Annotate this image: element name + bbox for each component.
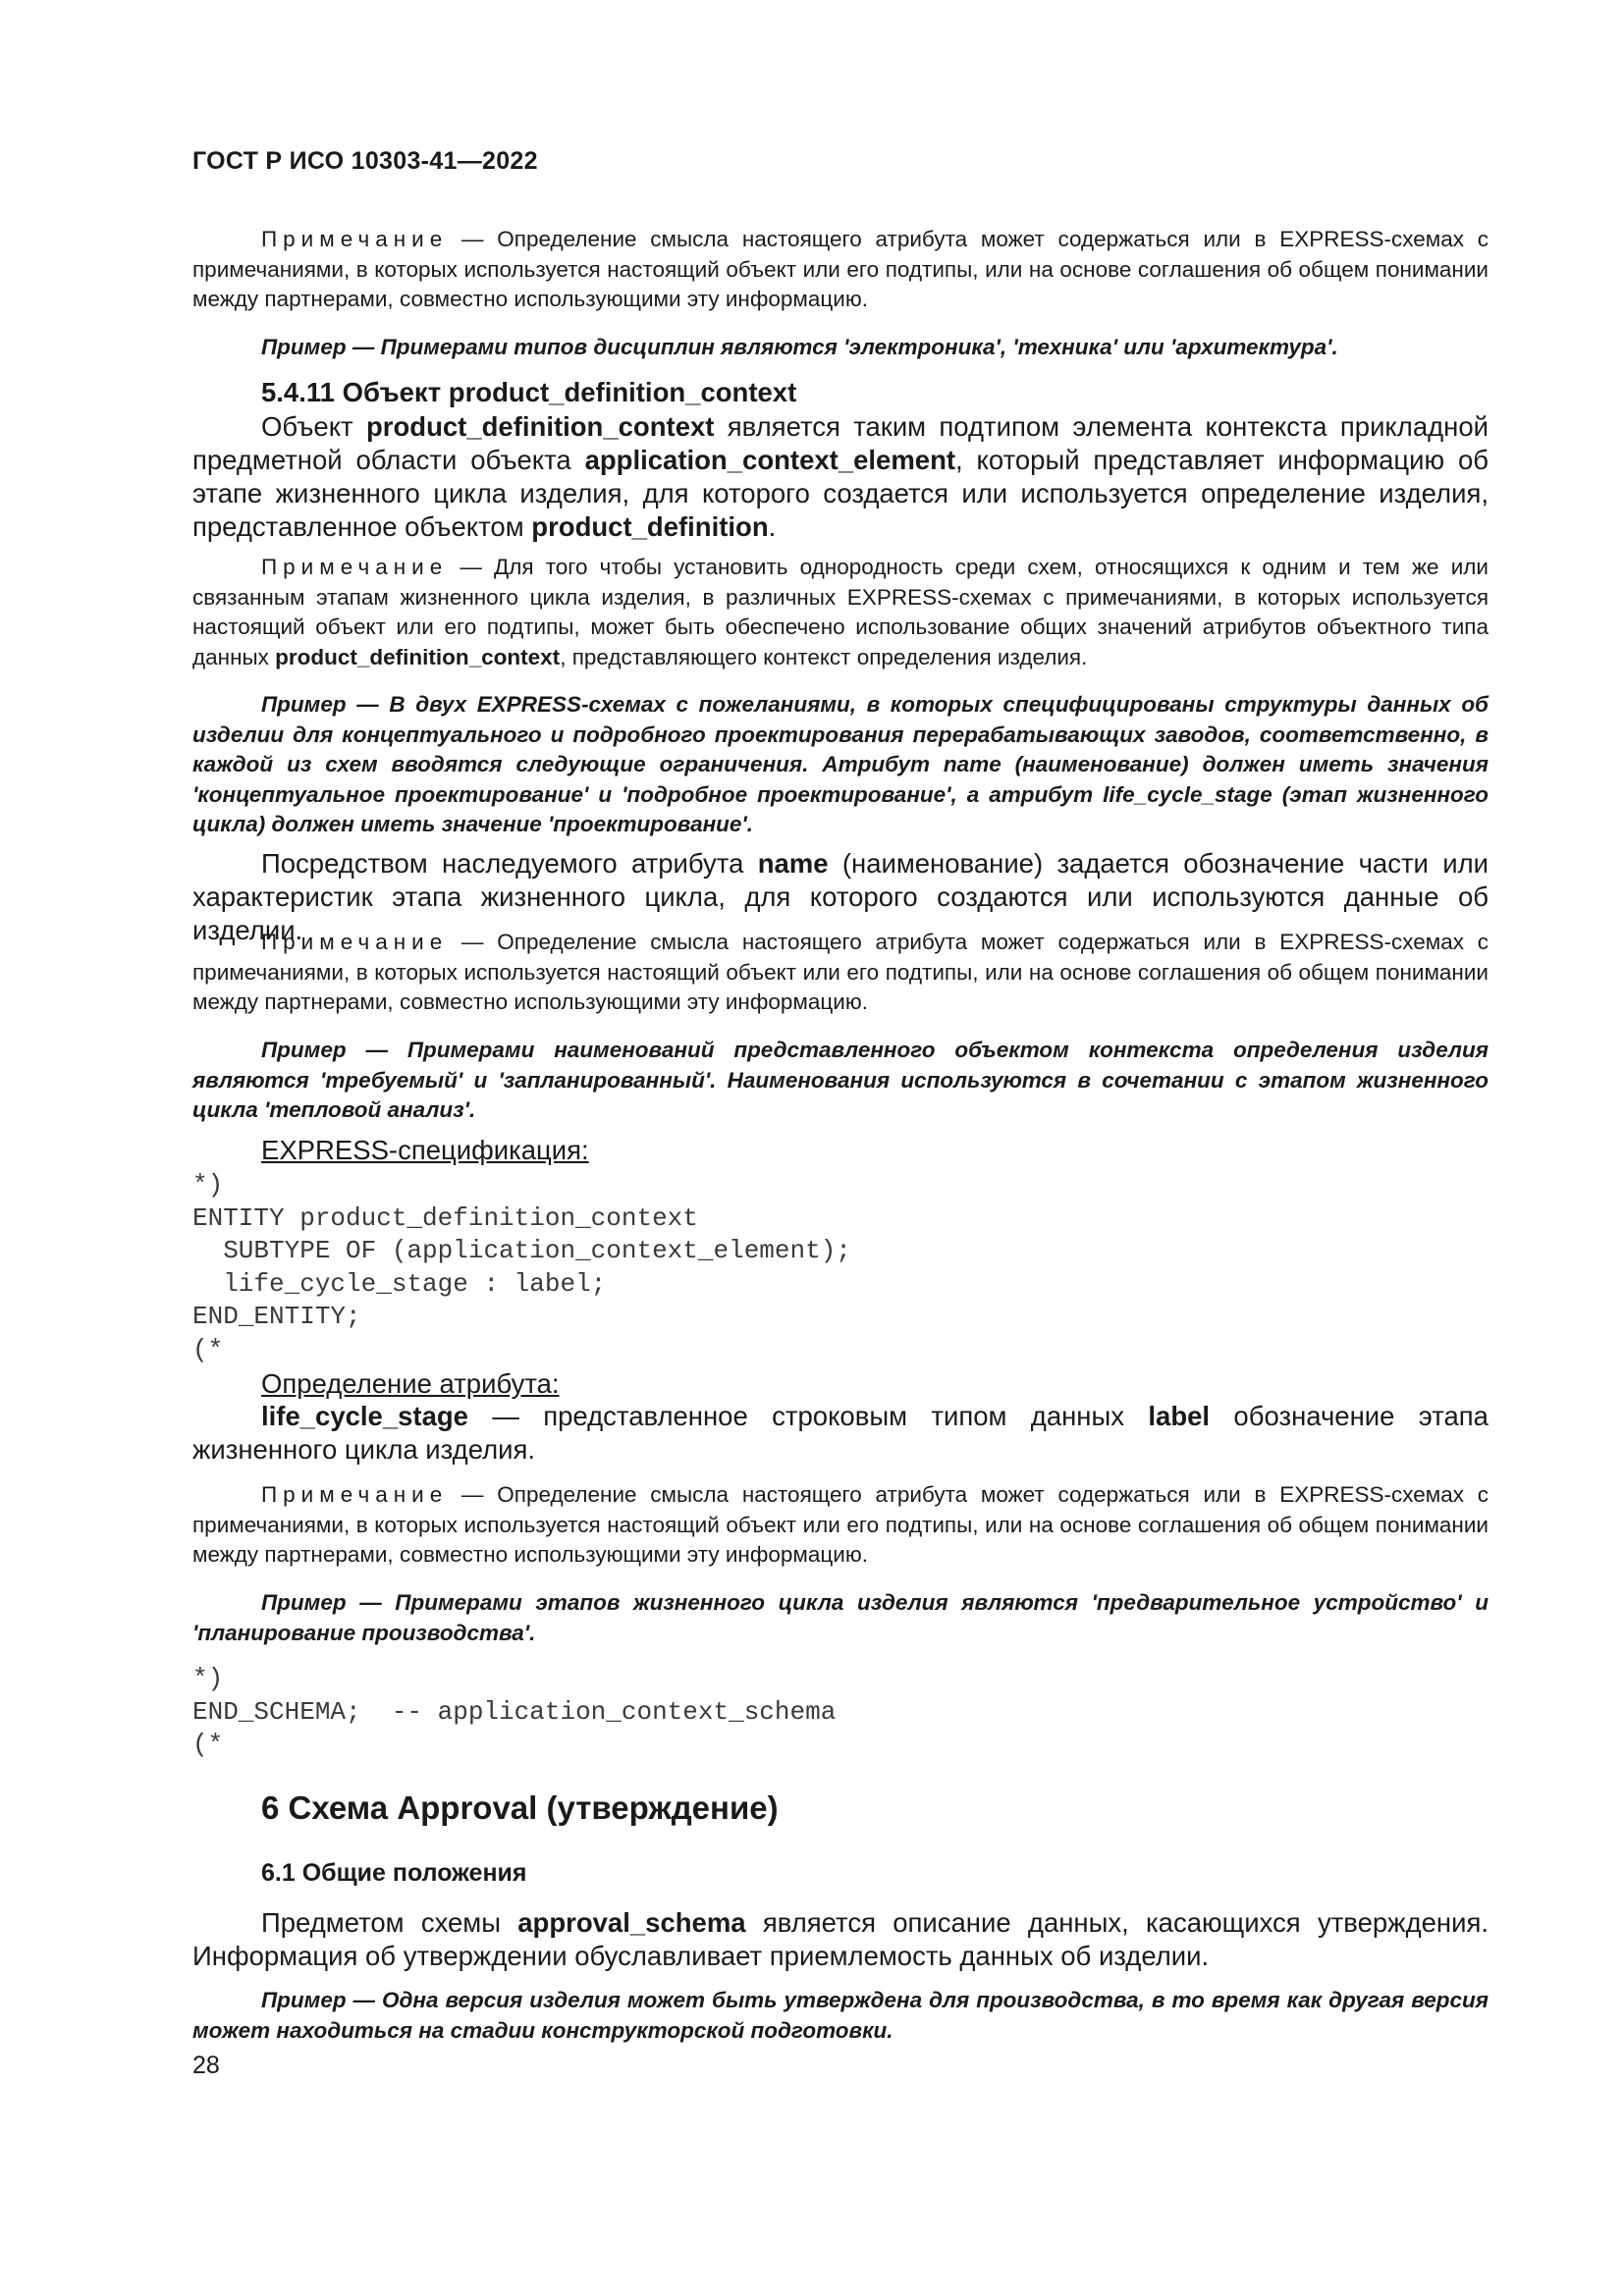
express-code-block-2 [192, 1663, 1489, 1762]
section-heading-5-4-11: 5.4.11 Объект product_definition_context [261, 377, 797, 407]
example-4: Пример — Примерами этапов жизненного цикла изделия являются 'предварительное устройство' и 'планирование производства'. [192, 1590, 1489, 1645]
express-code-block-1 [192, 1169, 1489, 1366]
note-label: Примечание [261, 227, 449, 251]
example-5: Пример — Одна версия изделия может быть утверждена для производства, в то время как другая версия может находиться на стадии конструкторской подготовки. [192, 1988, 1489, 2043]
attribute-definition-label: Определение атрибута: [261, 1368, 560, 1399]
code-line: life_cycle_stage : label; [192, 1268, 607, 1299]
note-label: Примечание [261, 1482, 449, 1507]
document-header: ГОСТ Р ИСО 10303-41—2022 [192, 147, 538, 175]
paragraph-2: Посредством наследуемого атрибута name (наименование) задается обозначение части или характеристик этапа жизненного цикла, для которого создаются или используются данные об изделии. [192, 848, 1489, 945]
code-line: END_ENTITY; [192, 1302, 361, 1331]
express-spec-label: EXPRESS-спецификация: [261, 1135, 589, 1165]
note-label: Примечание [261, 555, 449, 579]
paragraph-3: Предметом схемы approval_schema является описание данных, касающихся утверждения. Информация об утверждении обуславливает приемлемость данных об изделии. [192, 1907, 1489, 1971]
note-2: Примечание — Для того чтобы установить однородность среди схем, относящихся к одним и тем же или связанным этапам жизненного цикла изделия, в различных EXPRESS-схемах с примечаниями, в которых используется настоящий объект или его подтипы, может быть обеспечено использование общих значений атрибутов объектного типа данных product_definition_context, представляющего контекст определения изделия. [192, 555, 1489, 669]
example-1: Пример — Примерами типов дисциплин являются 'электроника', 'техника' или 'архитектура'. [261, 335, 1338, 359]
attribute-definition: life_cycle_stage — представленное строковым типом данных label обозначение этапа жизненного цикла изделия. [192, 1401, 1489, 1465]
note-1: Примечание — Определение смысла настоящего атрибута может содержаться или в EXPRESS-схемах с примечаниями, в которых используется настоящий объект или его подтипы, или на основе соглашения об общем понимании между партнерами, совместно использующими эту информацию. [192, 227, 1489, 311]
note-label: Примечание [261, 930, 449, 954]
code-line: SUBTYPE OF (application_context_element); [192, 1236, 851, 1265]
note-4: Примечание — Определение смысла настоящего атрибута может содержаться или в EXPRESS-схемах с примечаниями, в которых используется настоящий объект или его подтипы, или на основе соглашения об общем понимании между партнерами, совместно использующими эту информацию. [192, 1482, 1489, 1567]
code-line: *) [192, 1664, 224, 1693]
example-2: Пример — В двух EXPRESS-схемах с пожеланиями, в которых специфицированы структуры данных об изделии для концептуального и подробного проектирования перерабатывающих заводов, соответственно, в каждой из схем вводятся следующие ограничения. Атрибут name (наименование) должен иметь значения 'концептуальное проектирование' и 'подробное проектирование', а атрибут life_cycle_stage (этап жизненного цикла) должен иметь значение 'проектирование'. [192, 692, 1489, 836]
code-line: END_SCHEMA; -- application_context_schema [192, 1696, 837, 1727]
section-heading-6: 6 Схема Approval (утверждение) [261, 1789, 779, 1826]
section-heading-6-1: 6.1 Общие положения [261, 1859, 527, 1887]
example-3: Пример — Примерами наименований представленного объектом контекста определения изделия являются 'требуемый' и 'запланированный'. Наименования используются в сочетании с этапом жизненного цикла 'тепловой анализ'. [192, 1038, 1489, 1122]
code-line: (* [192, 1730, 224, 1759]
code-line: (* [192, 1334, 224, 1364]
page-number: 28 [192, 2052, 220, 2079]
code-line: *) [192, 1170, 224, 1200]
note-3: Примечание — Определение смысла настоящего атрибута может содержаться или в EXPRESS-схемах с примечаниями, в которых используется настоящий объект или его подтипы, или на основе соглашения об общем понимании между партнерами, совместно использующими эту информацию. [192, 930, 1489, 1014]
code-line: ENTITY product_definition_context [192, 1202, 698, 1233]
paragraph-1: Объект product_definition_context является таким подтипом элемента контекста прикладной предметной области объекта application_context_element, который представляет информацию об этапе жизненного цикла изделия, для которого создается или используется определение изделия, представленное объектом product_definition. [192, 411, 1489, 542]
